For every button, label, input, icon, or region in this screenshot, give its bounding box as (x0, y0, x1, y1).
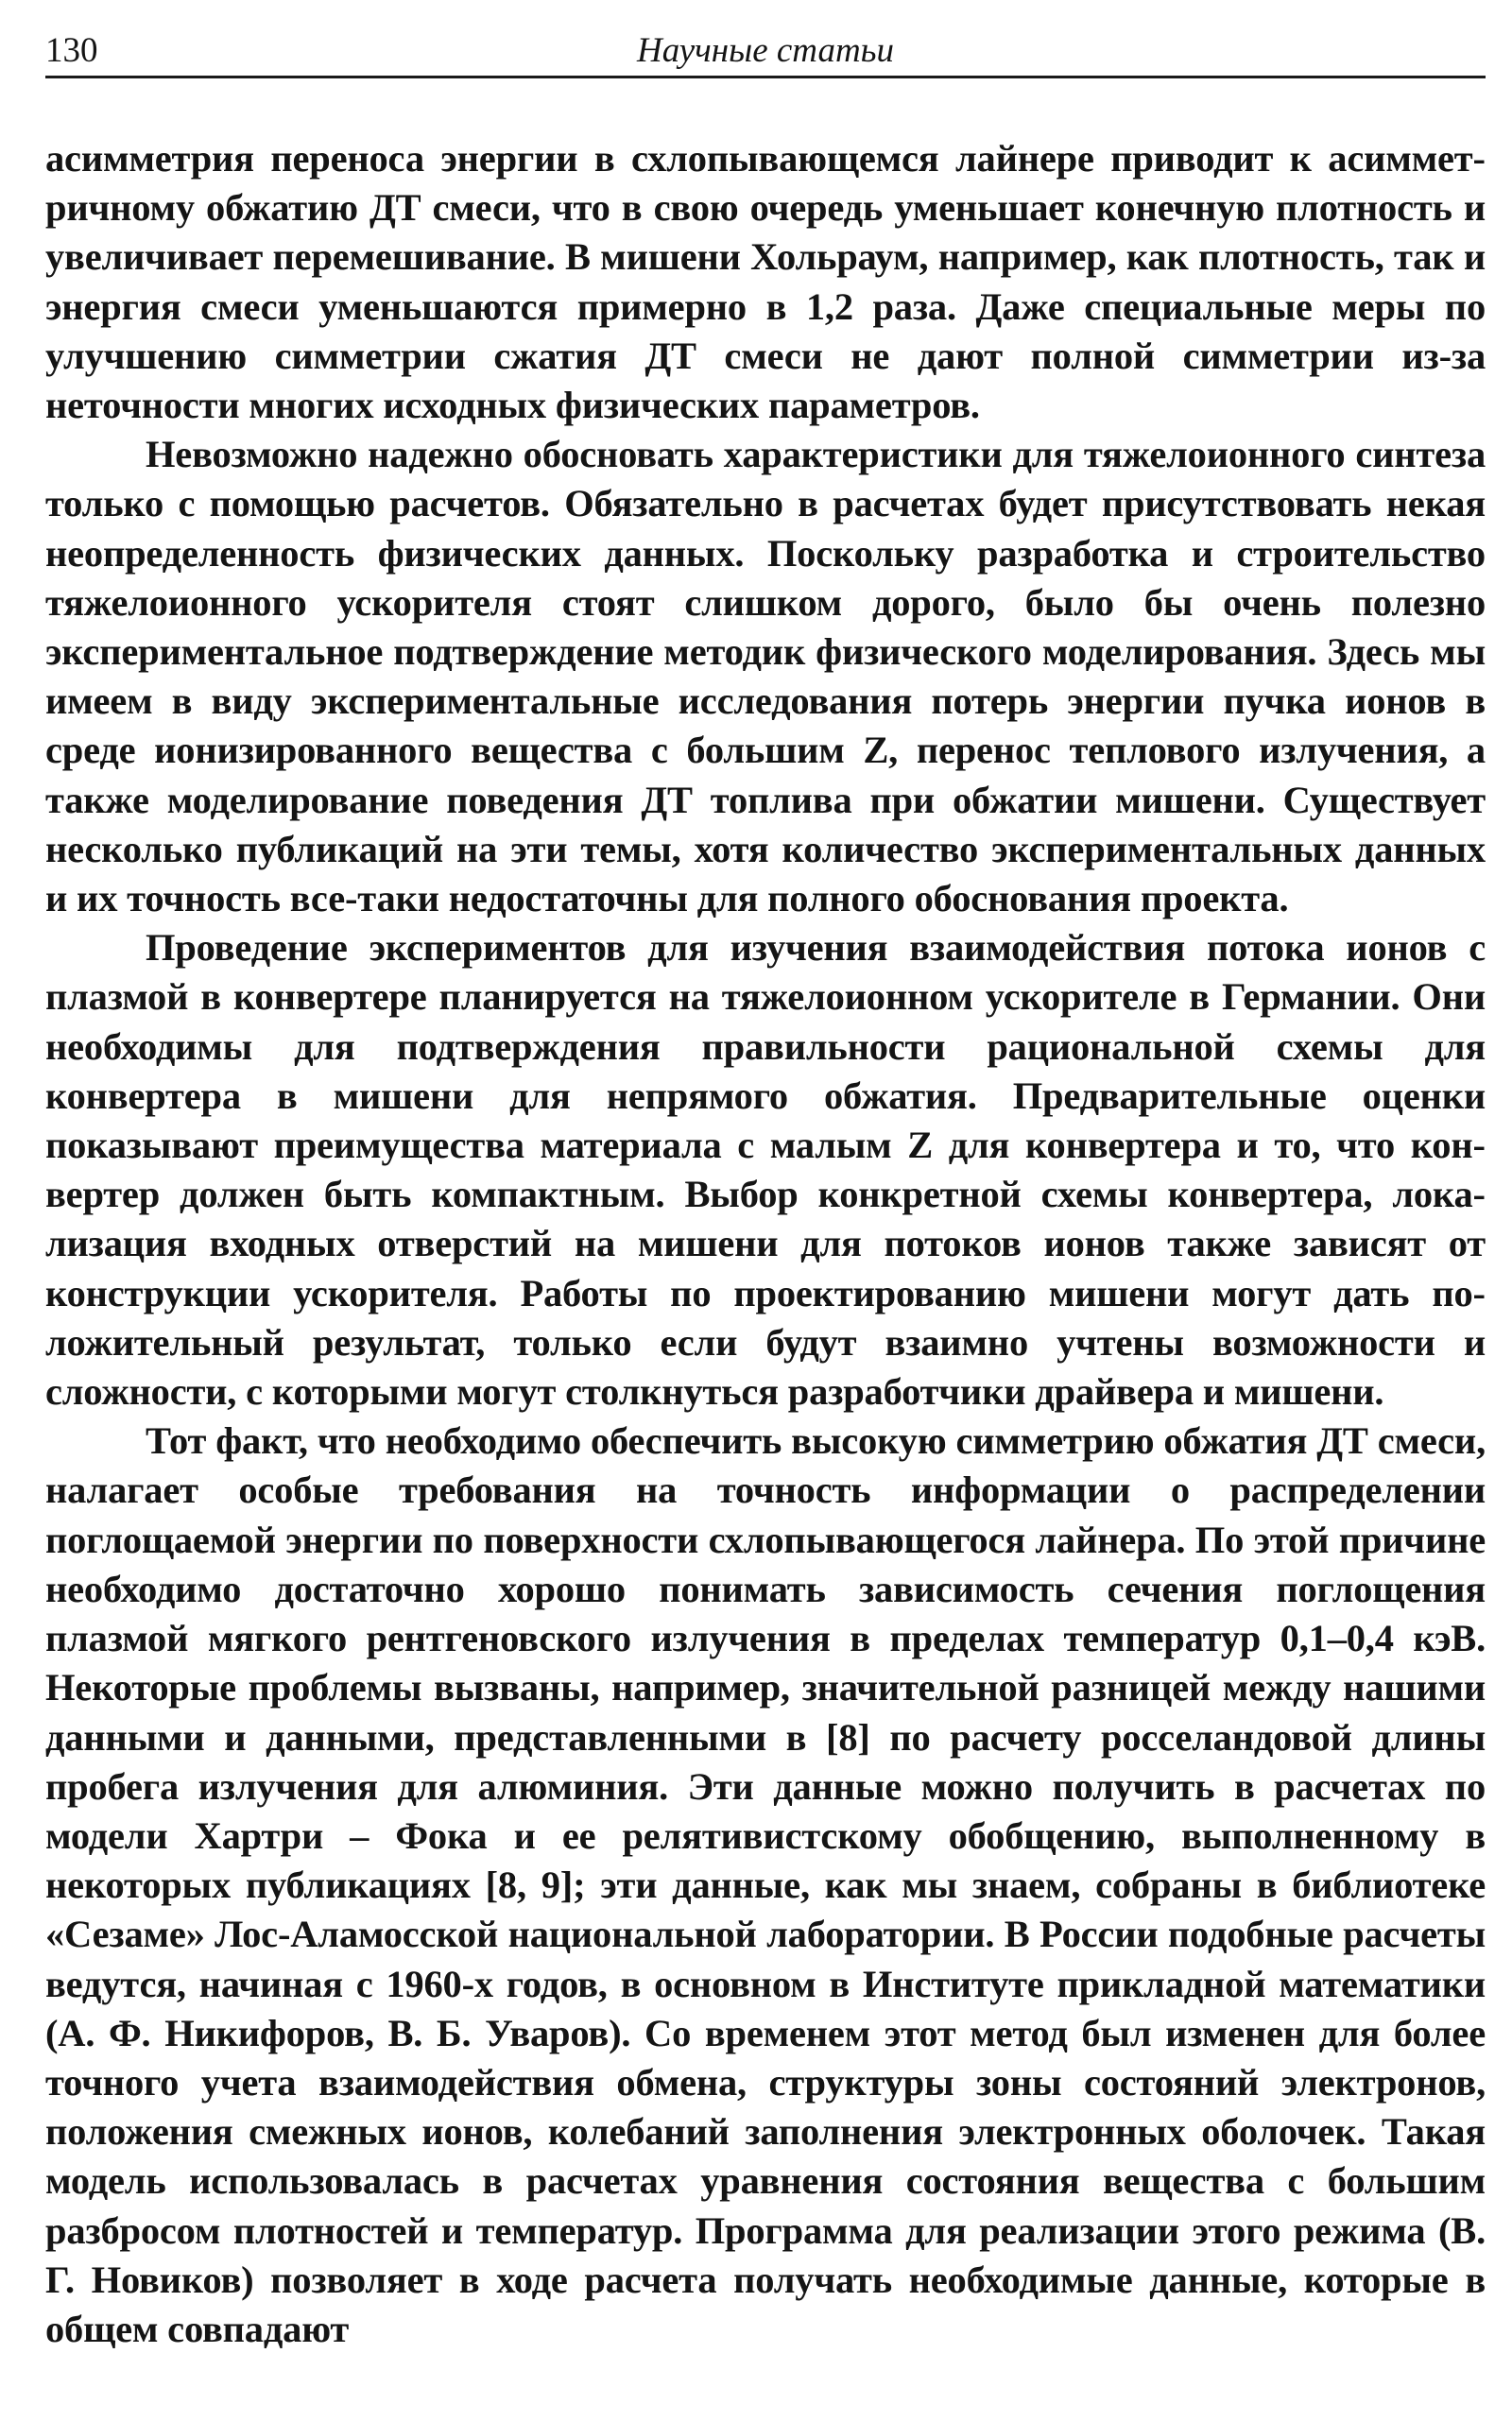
running-header (45, 26, 1486, 78)
paragraph-symmetry: Тот факт, что необходимо обеспечить высокую симметрию обжатия ДТ смеси, налагает особые требования на точность информации о распределении поглощаемой энергии по поверхности схлопывающегося лайнера. По этой причине необходимо достаточно хорошо понимать зависимость сечения поглощения плазмой мягкого рентгеновского излучения в пределах температур 0,1–0,4 кэВ. Некоторые проблемы вызваны, например, значительной разницей между нашими данными и данными, представленными в [8] по расчету росселандовой длины пробега излучения для алюминия. Эти данные можно получить в расчетах по модели Хартри – Фока и ее релятивистскому обобщению, выполненному в некоторых публикациях [8, 9]; эти данные, как мы знаем, собраны в библиотеке «Сезаме» Лос-Аламосской национальной лаборатории. В России подобные расчеты ведутся, начиная с 1960-х годов, в основном в Институте прикладной математики (А. Ф. Никифоров, В. Б. Уваров). Со временем этот метод был изменен для более точного учета взаимодействия обмена, структуры зоны состояний электронов, положения смежных ионов, колебаний заполнения электронных оболочек. Такая модель использовалась в расчетах уравнения состояния вещества с большим разбросом плотностей и температур. Программа для реализации этого режима (В. Г. Новиков) позволяет в ходе расчета получать необходимые данные, которые в общем совпадают (45, 1419, 1486, 2350)
page-number: 130 (45, 31, 98, 70)
paragraph-experiments: Проведение экспериментов для изучения взаимодействия потока ионов с плазмой в конвертере планируется на тяжелоионном ускорителе в Германии. Они необходимы для подтверждения правильности рациональной схемы для конвертера в мишени для непрямого обжатия. Предварительные оценки показывают преимущества материала с малым Z для конвертера и то, что конвертер должен быть компактным. Выбор конкретной схемы конвертера, локализация входных отверстий на мишени для потоков ионов также зависят от конструкции ускорителя. Работы по проектированию мишени могут дать положительный результат, только если будут взаимно учтены возможности и сложности, с которыми могут столкнуться разработчики драйвера и мишени. (45, 926, 1486, 1414)
article-body (45, 134, 1486, 2354)
section-title: Научные статьи (636, 31, 895, 70)
paragraph-continued: асимметрия переноса энергии в схлопывающемся лайнере приводит к асимметричному обжатию ДТ смеси, что в свою очередь уменьшает конечную плотность и увеличивает перемешивание. В мишени Хольраум, например, как плотность, так и энергия смеси уменьшаются примерно в 1,2 раза. Даже специальные меры по улучшению симметрии сжатия ДТ смеси не дают полной симметрии из-за неточности многих исходных физических параметров. (45, 137, 1486, 427)
paragraph-calculations: Невозможно надежно обосновать характеристики для тяжелоионного синтеза только с помощью расчетов. Обязательно в расчетах будет присутствовать некая неопределенность физических данных. Поскольку разработка и строительство тяжелоионного ускорителя стоят слишком дорого, было бы очень полезно экспериментальное подтверждение методик физического моделирования. Здесь мы имеем в виду экспериментальные исследования потерь энергии пучка ионов в среде ионизированного вещества с большим Z, перенос теплового излучения, а также моделирование поведения ДТ топлива при обжатии мишени. Существует несколько публикаций на эти темы, хотя количество экспериментальных данных и их точность все-таки недостаточны для полного обоснования проекта. (45, 433, 1486, 920)
document-page (45, 0, 1486, 2422)
